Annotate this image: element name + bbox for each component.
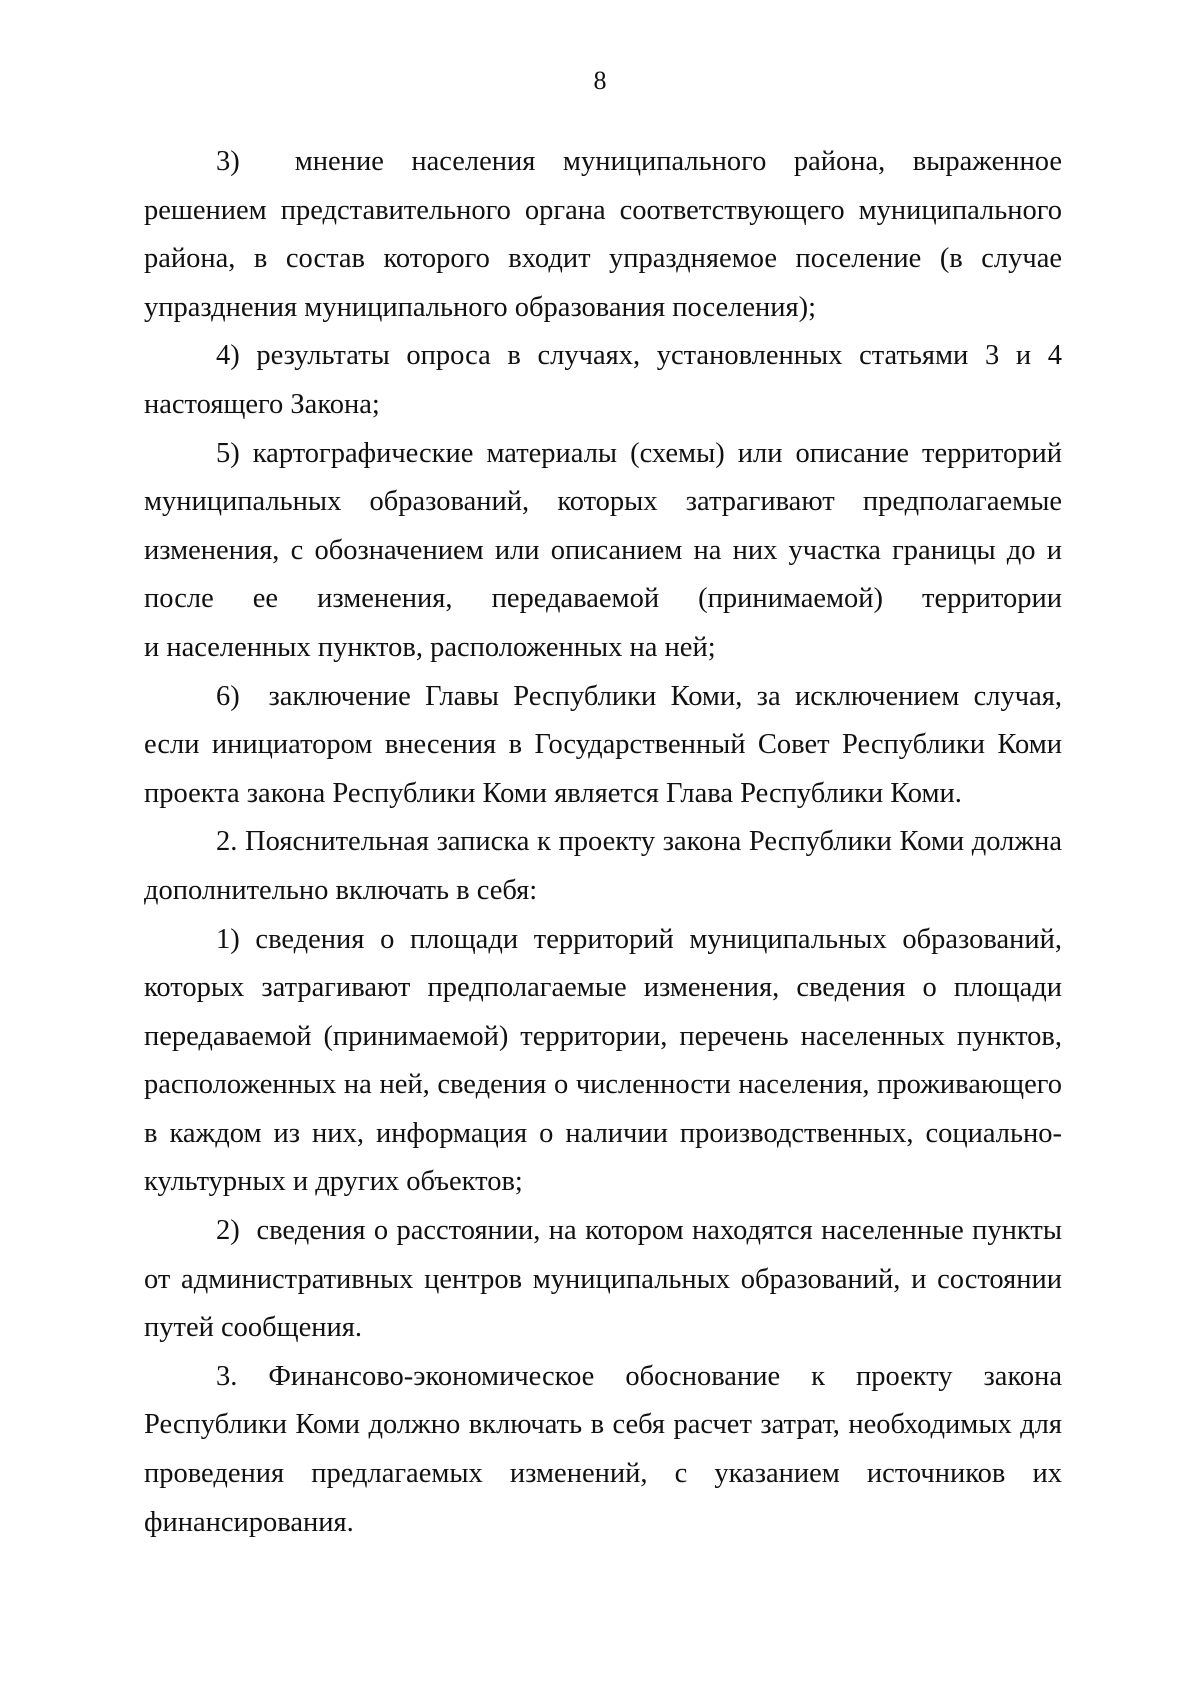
paragraph-item-3: 3) мнение населения муниципального района, выраженное решением представительного органа соответствующего муниципального района, в состав которого входит упраздняемое поселение (в случае упразднения муниципального образования поселения); — [144, 146, 1062, 323]
paragraph-section-2: 2. Пояснительная записка к проекту закона Республики Коми должна дополнительно включать в себя: — [144, 826, 1062, 906]
paragraph-item-6: 6) заключение Главы Республики Коми, за исключением случая, если инициатором внесения в Государственный Совет Республики Коми проекта закона Республики Коми является Глава Республики Коми. — [144, 680, 1062, 809]
page-number: 8 — [593, 66, 607, 95]
document-body — [144, 138, 1062, 1547]
paragraph-item-4: 4) результаты опроса в случаях, установленных статьями 3 и 4 настоящего Закона; — [144, 340, 1062, 420]
paragraph-section-2-item-2: 2) сведения о расстоянии, на котором находятся населенные пункты от административных центров муниципальных образований, и состоянии путей сообщения. — [144, 1215, 1062, 1344]
paragraph-section-2-item-1: 1) сведения о площади территорий муниципальных образований, которых затрагивают предполагаемые изменения, сведения о площади передаваемой (принимаемой) территории, перечень населенных пунктов, расположенных на ней, сведения о численности населения, проживающего в каждом из них, информация о наличии производственных, социально-культурных и других объектов; — [144, 923, 1062, 1198]
paragraph-section-3: 3. Финансово-экономическое обоснование к проекту закона Республики Коми должно включать в себя расчет затрат, необходимых для проведения предлагаемых изменений, с указанием источников их финансирования. — [144, 1360, 1062, 1538]
paragraph-item-5: 5) картографические материалы (схемы) или описание территорий муниципальных образований, которых затрагивают предполагаемые изменения, с обозначением или описанием на них участка границы до и после ее изменения, передаваемой (принимаемой) территории и населенных пунктов, расположенных на ней; — [144, 437, 1062, 663]
